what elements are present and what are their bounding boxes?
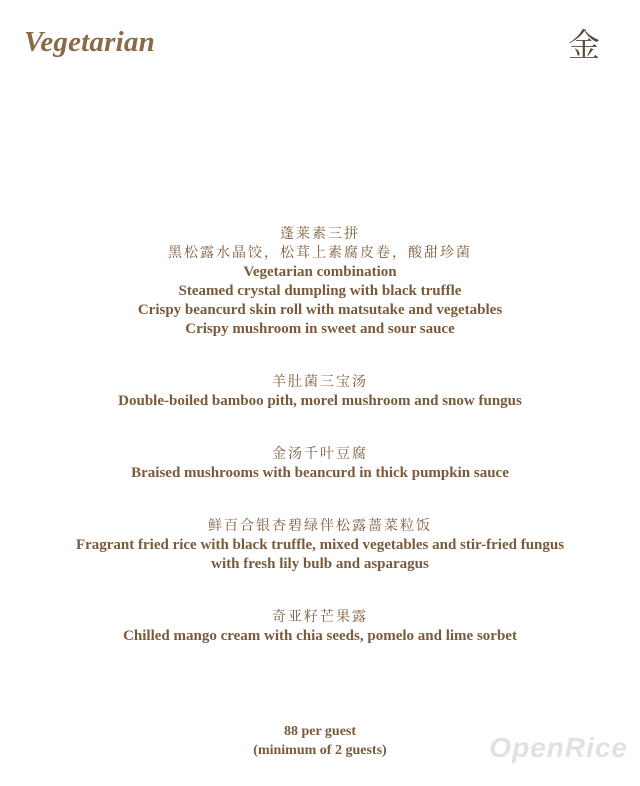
course-chinese-name: 奇亚籽芒果露 (272, 609, 368, 625)
course-chinese-name: 蓬莱素三拼 (280, 226, 360, 242)
course-item (0, 517, 640, 574)
course-english-desc: Crispy beancurd skin roll with matsutake and vegetables (137, 302, 503, 318)
course-item (0, 445, 640, 483)
course-english-name: Vegetarian combination (243, 264, 397, 280)
price-per-guest: 88 per guest (283, 724, 357, 739)
course-english-name: Chilled mango cream with chia seeds, pomelo and lime sorbet (123, 628, 517, 644)
course-chinese-name: 羊肚菌三宝汤 (272, 374, 368, 390)
course-english-name: Fragrant fried rice with black truffle, mixed vegetables and stir-fried fungus (75, 537, 565, 553)
course-chinese-desc: 黑松露水晶饺，松茸上素腐皮卷，酸甜珍菌 (168, 245, 472, 261)
course-english-name: Braised mushrooms with beancurd in thick pumpkin sauce (131, 465, 509, 481)
price-minimum: (minimum of 2 guests) (253, 743, 387, 758)
course-english-name: Double-boiled bamboo pith, morel mushroom and snow fungus (118, 393, 522, 409)
course-item (0, 225, 640, 339)
menu-list (0, 225, 640, 680)
course-english-desc: Crispy mushroom in sweet and sour sauce (185, 321, 455, 337)
brand-logo-glyph: 金 (567, 26, 600, 64)
course-chinese-name: 鲜百合银杏碧绿伴松露蔷菜粒饭 (208, 518, 432, 534)
course-chinese-name: 金汤千叶豆腐 (272, 446, 368, 462)
page-title: Vegetarian (24, 26, 155, 58)
openrice-watermark: OpenRice (489, 732, 628, 763)
course-item (0, 373, 640, 411)
course-english-desc: Steamed crystal dumpling with black truffle (178, 283, 462, 299)
course-english-desc: with fresh lily bulb and asparagus (211, 556, 429, 572)
course-item (0, 608, 640, 646)
